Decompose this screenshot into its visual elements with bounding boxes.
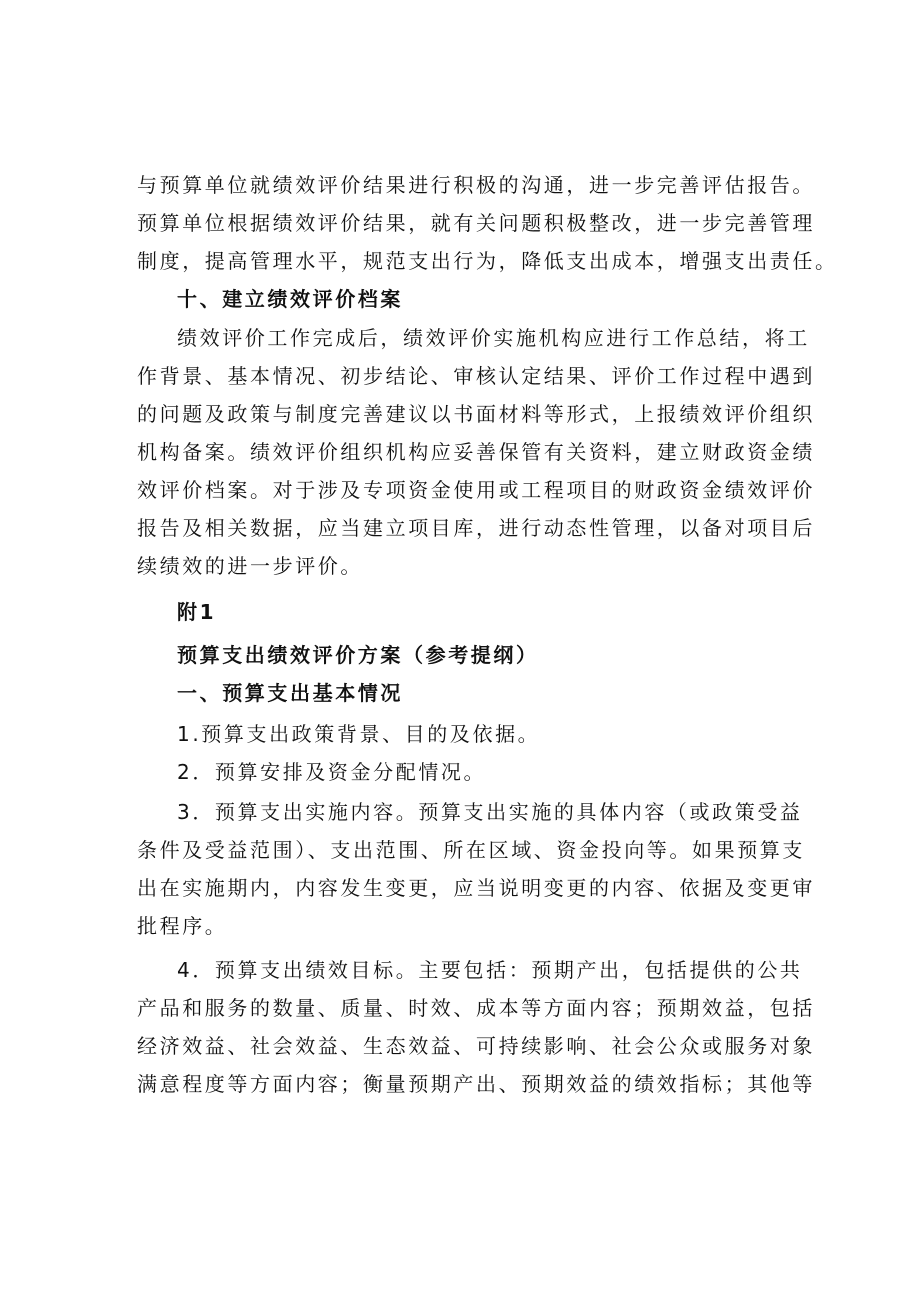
body-line: 产品和服务的数量、质量、时效、成本等方面内容；预期效益，包括 xyxy=(137,996,815,1020)
body-line: 制度，提高管理水平，规范支出行为，降低支出成本，增强支出责任。 xyxy=(137,249,838,273)
body-line: 续绩效的进一步评价。 xyxy=(137,554,363,578)
list-item: 2．预算安排及资金分配情况。 xyxy=(177,760,487,784)
body-line: 出在实施期内，内容发生变更，应当说明变更的内容、依据及变更审 xyxy=(137,876,815,900)
body-line: 效评价档案。对于涉及专项资金使用或工程项目的财政资金绩效评价 xyxy=(137,478,815,502)
list-item: 4．预算支出绩效目标。主要包括：预期产出，包括提供的公共 xyxy=(177,958,803,982)
body-line: 预算单位根据绩效评价结果，就有关问题积极整改，进一步完善管理 xyxy=(137,211,815,235)
body-line: 绩效评价工作完成后，绩效评价实施机构应进行工作总结，将工 xyxy=(177,326,810,350)
body-line: 报告及相关数据，应当建立项目库，进行动态性管理，以备对项目后 xyxy=(137,516,815,540)
appendix-label: 附1 xyxy=(177,600,217,624)
list-item: 3．预算支出实施内容。预算支出实施的具体内容（或政策受益 xyxy=(177,800,803,824)
body-line: 批程序。 xyxy=(137,914,228,938)
body-line: 满意程度等方面内容；衡量预期产出、预期效益的绩效指标；其他等 xyxy=(137,1072,815,1096)
section-heading: 一、预算支出基本情况 xyxy=(177,681,403,705)
list-item: 1.预算支出政策背景、目的及依据。 xyxy=(177,722,541,746)
body-line: 机构备案。绩效评价组织机构应妥善保管有关资料，建立财政资金绩 xyxy=(137,440,815,464)
appendix-title: 预算支出绩效评价方案（参考提纲） xyxy=(177,643,539,667)
body-line: 条件及受益范围）、支出范围、所在区域、资金投向等。如果预算支 xyxy=(137,838,805,862)
body-line: 经济效益、社会效益、生态效益、可持续影响、社会公众或服务对象 xyxy=(137,1034,815,1058)
section-heading: 十、建立绩效评价档案 xyxy=(177,287,403,311)
body-line: 与预算单位就绩效评价结果进行积极的沟通，进一步完善评估报告。 xyxy=(137,173,815,197)
body-line: 作背景、基本情况、初步结论、审核认定结果、评价工作过程中遇到 xyxy=(137,364,815,388)
body-line: 的问题及政策与制度完善建议以书面材料等形式，上报绩效评价组织 xyxy=(137,402,815,426)
